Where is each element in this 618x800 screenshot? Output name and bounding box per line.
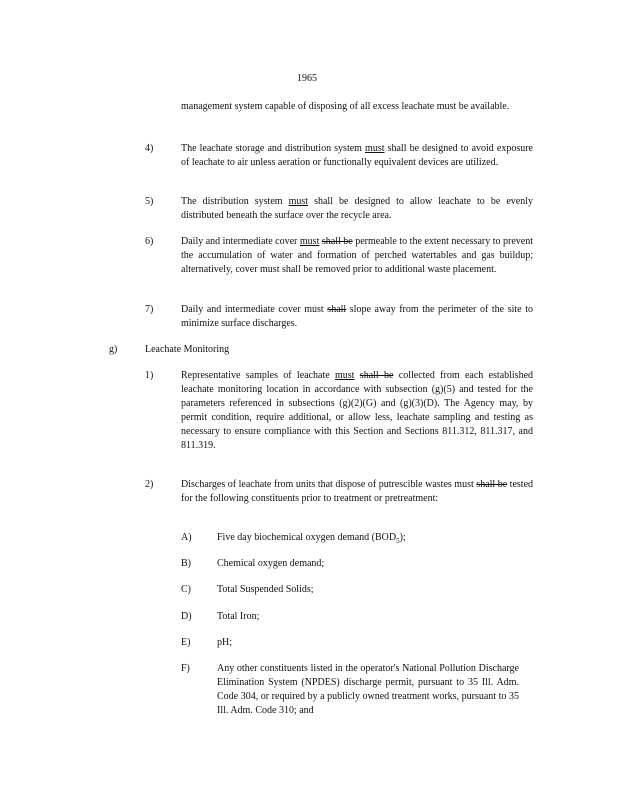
- inserted-text: must: [288, 196, 309, 207]
- item-text-before: The leachate storage and distribution system: [181, 143, 366, 154]
- item-text-after: tested for the following constituents prior to treatment or pretreatment:: [181, 479, 534, 504]
- deleted-text: shall be: [321, 236, 353, 247]
- item-number: 6): [145, 236, 154, 247]
- item-text-before: Representative samples of leachate: [181, 370, 336, 381]
- section-title: Leachate Monitoring: [145, 344, 230, 355]
- item-text: [181, 142, 533, 170]
- item-number: 5): [145, 196, 154, 207]
- item-text-after: collected from each established leachate monitoring location in accordance with subsection (g)(5) and tested for the parameters referenced in subsections (g)(2)(G) and (g)(3)(D). The Agency may, by permit condition, require additional, or allow less, leachate sampling and testing as necessary to ensure compliance with this Section and Sections 811.312, 811.317, and 811.319.: [181, 370, 534, 451]
- item-text-before: Discharges of leachate from units that dispose of putrescible wastes must: [181, 479, 477, 490]
- item-number: 4): [145, 143, 154, 154]
- deleted-text: shall be: [359, 370, 394, 381]
- sub-item-text: Total Iron;: [217, 611, 260, 622]
- item-number: 1): [145, 370, 154, 381]
- sub-item-letter: A): [181, 532, 192, 543]
- sub-item-letter: C): [181, 584, 191, 595]
- continuation-text: management system capable of disposing of all excess leachate must be available.: [181, 101, 510, 112]
- item-text-after: shall be designed to avoid exposure of leachate to air unless aeration or functionally equivalent devices are utilized.: [181, 143, 533, 168]
- sub-item-letter: E): [181, 637, 191, 648]
- item-text: [181, 235, 533, 277]
- sub-item-text: Five day biochemical oxygen demand $(BOD_5)$;: [217, 532, 406, 545]
- sub-item-text: Total Suspended Solids;: [217, 584, 314, 595]
- sub-item-text: Chemical oxygen demand;: [217, 558, 325, 569]
- item-text-before: Daily and intermediate cover: [181, 236, 300, 247]
- sub-item-text: pH;: [217, 637, 232, 648]
- sub-item-letter: B): [181, 558, 191, 569]
- page-number: 1965: [297, 73, 317, 84]
- item-text: [181, 478, 533, 506]
- deleted-text: shall: [327, 304, 347, 315]
- sub-item-letter: F): [181, 663, 190, 674]
- inserted-text: must: [365, 143, 385, 154]
- item-text-after: shall be designed to allow leachate to be evenly distributed beneath the surface over the recycle area.: [181, 196, 533, 221]
- item-text-after: permeable to the extent necessary to prevent the accumulation of water and formation of perched watertables and gas buildup; alternatively, cover must shall be removed prior to additional waste placement.: [181, 236, 534, 275]
- inserted-text: must: [299, 236, 320, 247]
- item-text: [181, 369, 533, 453]
- item-text: [181, 195, 533, 223]
- item-text-before: The distribution system: [181, 196, 289, 207]
- item-text-before: Daily and intermediate cover must: [181, 304, 328, 315]
- section-label: g): [109, 344, 118, 355]
- sub-item-text: Any other constituents listed in the operator's National Pollution Discharge Elimination System (NPDES) discharge permit, pursuant to 35 Ill. Adm. Code 304, or required by a publicly owned treatment works, pursuant to 35 Ill. Adm. Code 310; and: [217, 663, 519, 716]
- sub-item-letter: D): [181, 611, 192, 622]
- item-number: 7): [145, 304, 154, 315]
- deleted-text: shall be: [476, 479, 508, 490]
- item-text: [181, 303, 533, 331]
- item-number: 2): [145, 479, 154, 490]
- item-text-after: slope away from the perimeter of the site to minimize surface discharges.: [181, 304, 533, 329]
- inserted-text: must: [335, 370, 355, 381]
